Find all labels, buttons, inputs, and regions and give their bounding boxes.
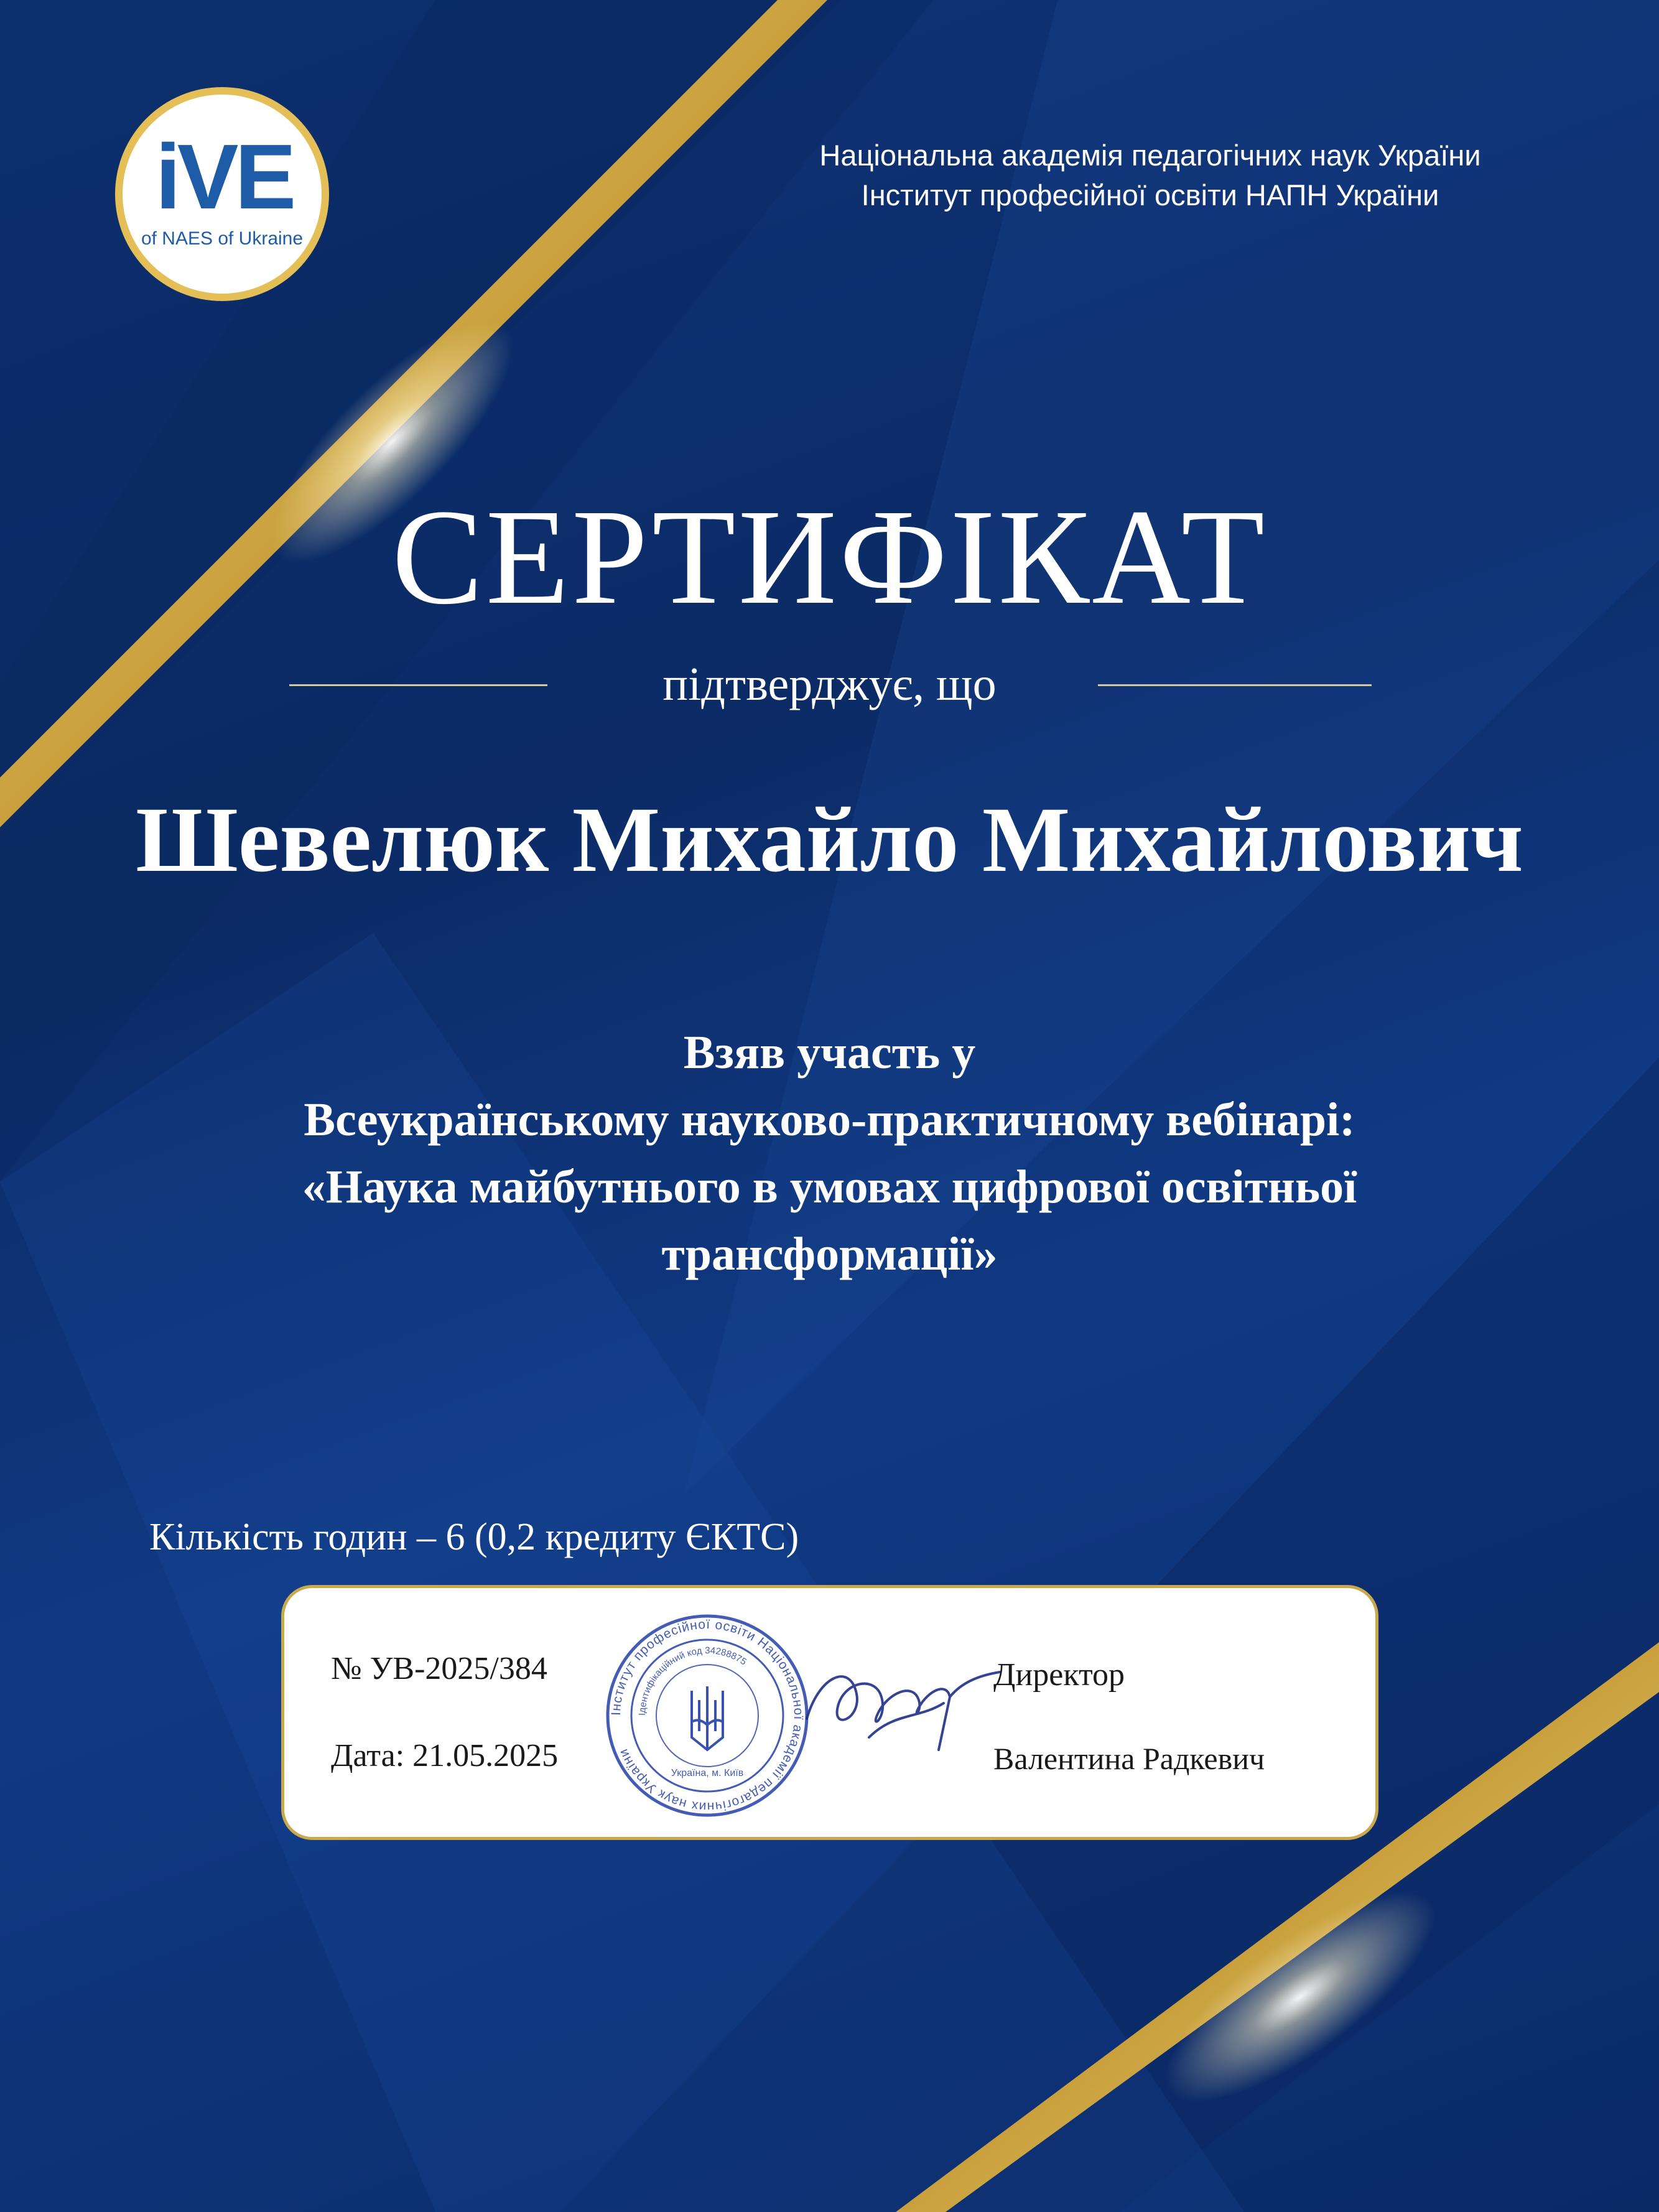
- certificate-date: Дата: 21.05.2025: [331, 1738, 559, 1773]
- official-seal-stamp: [605, 1613, 810, 1818]
- event-line: «Наука майбутнього в умовах цифрової освітньої: [302, 1161, 1357, 1213]
- signer-name: Валентина Радкевич: [993, 1741, 1265, 1776]
- signer-role: Директор: [993, 1657, 1125, 1693]
- ive-logo: [112, 84, 333, 305]
- logo-mark: iVE: [155, 126, 293, 228]
- director-signature: [794, 1638, 1018, 1762]
- certificate-number: № УВ-2025/384: [331, 1651, 547, 1686]
- event-line: Взяв участь у: [683, 1026, 976, 1079]
- event-line: Всеукраїнському науково-практичному вебінарі:: [304, 1094, 1355, 1146]
- divider-right: [1098, 684, 1372, 686]
- recipient-name: Шевелюк Михайло Михайлович: [136, 788, 1523, 891]
- event-line: трансформації»: [661, 1228, 998, 1280]
- logo-tagline: of NAES of Ukraine: [141, 228, 304, 249]
- organization-header: [715, 136, 1586, 215]
- seal-inner-text: Ідентифікаційний код 34288875: [636, 1645, 749, 1716]
- organization-line-1: Національна академія педагогічних наук України: [819, 139, 1481, 172]
- signature-card: [281, 1585, 1378, 1840]
- event-description: [0, 1019, 1659, 1288]
- confirms-row: [0, 659, 1659, 709]
- trident-icon: [692, 1686, 723, 1750]
- seal-outer-text: Інститут професійної освіти Національної академії педагогічних наук України: [608, 1617, 806, 1815]
- organization-line-2: Інститут професійної освіти НАПН України: [861, 179, 1439, 211]
- certificate-title: СЕРТИФІКАТ: [391, 481, 1268, 633]
- seal-city-text: Україна, м. Київ: [671, 1768, 744, 1778]
- confirms-text: підтверджує, що: [662, 658, 997, 710]
- hours-text: Кількість годин – 6 (0,2 кредиту ЄКТС): [149, 1516, 799, 1558]
